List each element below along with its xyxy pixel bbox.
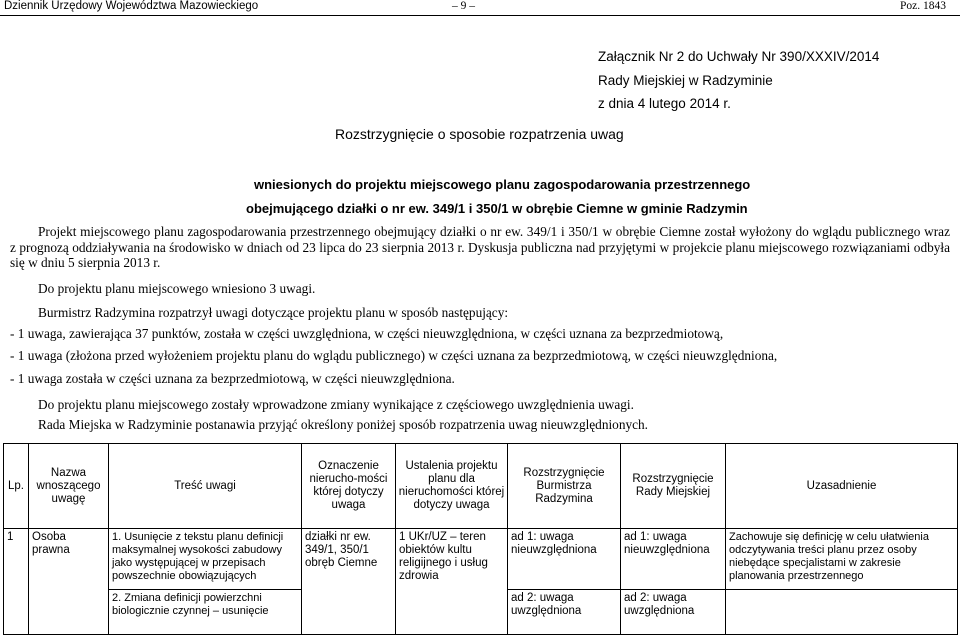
attachment-line-3: z dnia 4 lutego 2014 r. (598, 96, 731, 111)
header-lp: Lp. (4, 444, 29, 529)
cell-plan-provisions: 1 UKr/UZ – teren obiektów kultu religijnego i usług zdrowia (396, 529, 508, 635)
header-remark-content: Treść uwagi (109, 444, 302, 529)
position-number: Poz. 1843 (900, 0, 946, 12)
header-justification: Uzasadnienie (726, 444, 958, 529)
journal-title: Dziennik Urzędowy Województwa Mazowieckiego (4, 0, 259, 12)
remarks-table (3, 443, 958, 635)
page-number: – 9 – (452, 0, 475, 12)
cell-council-decision-1: ad 1: uwaga nieuwzględniona (621, 529, 726, 590)
cell-submitter: Osoba prawna (29, 529, 109, 635)
cell-remark-2: 2. Zmiana definicji powierzchni biologicznie czynnej – usunięcie (109, 590, 302, 635)
paragraph-remarks-count: Do projektu planu miejscowego wniesiono 3 uwagi. (38, 281, 316, 296)
paragraph-mayor-review: Burmistrz Radzymina rozpatrzył uwagi dotyczące projektu planu w sposób następujący: (38, 305, 509, 320)
subtitle-line-2: obejmującego działki o nr ew. 349/1 i 350/1 w obrębie Ciemne w gminie Radzymin (246, 201, 748, 216)
bullet-remark-1: - 1 uwaga, zawierająca 37 punktów, została w części uwzględniona, w części nieuwzględniona, w części uznana za bezprzedmiotową, (10, 326, 724, 341)
cell-mayor-decision-2: ad 2: uwaga uwzględniona (508, 590, 621, 635)
subtitle-line-1: wniesionych do projektu miejscowego planu zagospodarowania przestrzennego (254, 177, 751, 192)
table-row (4, 529, 958, 590)
document-title: Rozstrzygnięcie o sposobie rozpatrzenia uwag (335, 126, 624, 142)
header-mayor-decision: Rozstrzygnięcie Burmistrza Radzymina (508, 444, 621, 529)
attachment-line-1: Załącznik Nr 2 do Uchwały Nr 390/XXXIV/2014 (598, 49, 880, 64)
cell-council-decision-2: ad 2: uwaga uwzględniona (621, 590, 726, 635)
table-header-row (4, 444, 958, 529)
header-submitter: Nazwa wnoszącego uwagę (29, 444, 109, 529)
header-property: Oznaczenie nierucho-mości której dotyczy uwaga (302, 444, 396, 529)
cell-property: działki nr ew. 349/1, 350/1 obręb Ciemne (302, 529, 396, 635)
cell-mayor-decision-1: ad 1: uwaga nieuwzględniona (508, 529, 621, 590)
bullet-remark-2: - 1 uwaga (złożona przed wyłożeniem projektu planu do wglądu publicznego) w części uznana za bezprzedmiotową, w części nieuwzględniona, (10, 348, 778, 363)
intro-text: Projekt miejscowego planu zagospodarowania przestrzennego obejmujący działki o nr ew. 349/1 i 350/1 w obrębie Ciemne został wyłożony do wglądu publicznego wraz z prognozą oddziaływania na środowisko w dniach od 23 lipca do 23 sierpnia 2013 r. Dyskusja publiczna nad przyjętymi w projekcie planu miejscowego rozwiązaniami odbyła się w dniu 5 sierpnia 2013 r. (10, 224, 950, 270)
header-divider (0, 15, 960, 16)
header-plan-provisions: Ustalenia projektu planu dla nieruchomości której dotyczy uwaga (396, 444, 508, 529)
paragraph-changes: Do projektu planu miejscowego zostały wprowadzone zmiany wynikające z częściowego uwzględnienia uwagi. (38, 397, 634, 412)
bullet-remark-3: - 1 uwaga została w części uznana za bezprzedmiotową, w części nieuwzględniona. (10, 371, 455, 386)
paragraph-council-decision: Rada Miejska w Radzyminie postanawia przyjąć określony poniżej sposób rozpatrzenia uwag nieuwzględnionych. (38, 417, 648, 432)
attachment-line-2: Rady Miejskiej w Radzyminie (598, 73, 773, 88)
cell-remark-1: 1. Usunięcie z tekstu planu definicji maksymalnej wysokości zabudowy jako występującej w przepisach powszechnie obowiązujących (109, 529, 302, 590)
cell-justification-1: Zachowuje się definicję w celu ułatwienia odczytywania treści planu przez osoby niebędące specjalistami w zakresie planowania przestrzennego (726, 529, 958, 590)
header-council-decision: Rozstrzygnięcie Rady Miejskiej (621, 444, 726, 529)
intro-paragraph (10, 224, 950, 271)
cell-justification-2 (726, 590, 958, 635)
cell-lp: 1 (4, 529, 29, 635)
